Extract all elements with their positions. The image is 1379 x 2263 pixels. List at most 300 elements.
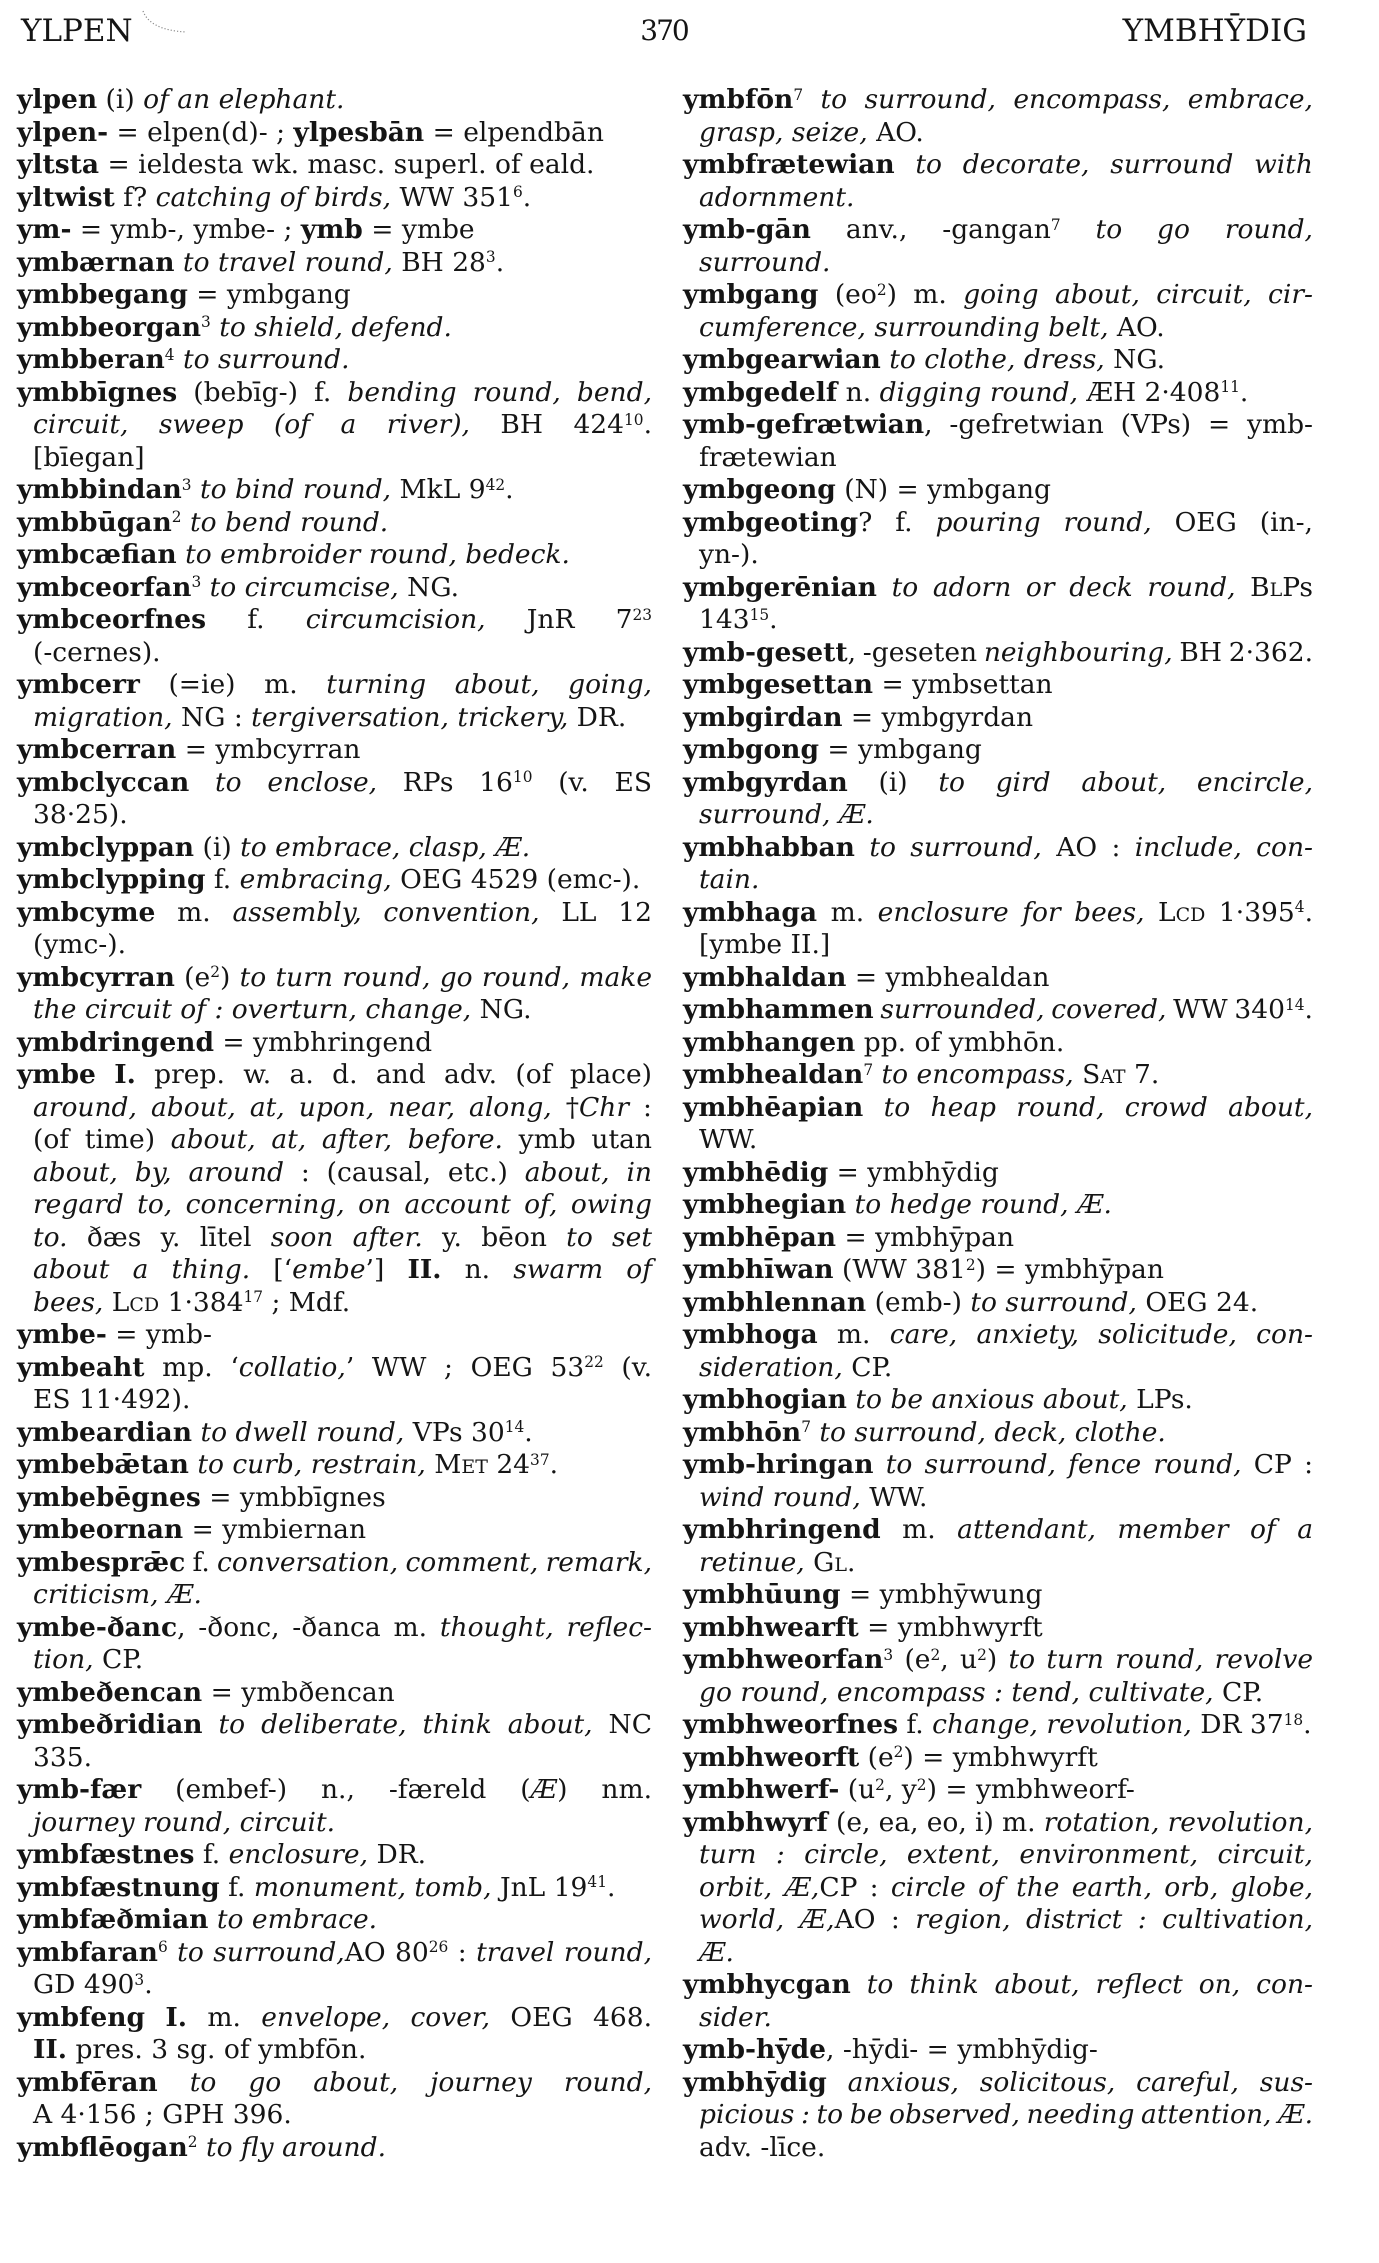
line-text — [699, 247, 830, 278]
dictionary-entry — [683, 1254, 1313, 1287]
entry-continuation-line — [17, 1384, 652, 1417]
bold-term: I. — [114, 1059, 136, 1090]
line-text — [683, 409, 1313, 440]
plain-text — [805, 1547, 813, 1578]
plain-text — [168, 1937, 177, 1968]
dictionary-entry — [17, 669, 652, 734]
plain-text: adv. -līce. — [699, 2131, 826, 2163]
headword: ymbeðridian — [17, 1709, 203, 1740]
dictionary-entry — [683, 767, 1313, 832]
entry-continuation-line — [17, 929, 652, 962]
plain-text: AO : — [834, 1904, 916, 1935]
plain-text: f. — [219, 1871, 254, 1903]
plain-text: ES 11·492). — [33, 1384, 191, 1415]
line-text — [699, 929, 830, 960]
headword: ylpen — [17, 84, 98, 115]
headword: ymbhogian — [683, 1384, 847, 1415]
italic-gloss: digging round, — [879, 376, 1079, 408]
line-text — [699, 604, 778, 635]
dictionary-entry — [683, 84, 1313, 149]
headword: ymbbūgan — [17, 506, 172, 538]
dictionary-entry — [683, 1222, 1313, 1255]
line-text — [33, 1189, 652, 1220]
plain-text: f. — [898, 1709, 933, 1740]
line-text — [683, 669, 1053, 700]
entry-first-line — [683, 767, 1313, 800]
plain-text: [bīegan] — [33, 441, 145, 473]
plain-text: , -geseten — [847, 636, 984, 668]
plain-text: VPs 30 — [404, 1416, 505, 1448]
headword: ymbbegang — [17, 279, 188, 310]
italic-gloss: circuit, sweep (of a river), — [33, 409, 470, 440]
line-text — [17, 1352, 652, 1383]
superscript-ref: 26 — [428, 1938, 449, 1957]
plain-text: , -ðonc, -ðanca m. — [177, 1611, 440, 1643]
entry-first-line — [17, 2002, 652, 2035]
headword: ymbhīwan — [683, 1254, 834, 1285]
plain-text: . — [144, 1969, 153, 2000]
dictionary-entry — [17, 1352, 652, 1417]
headword: ymbhweorft — [683, 1741, 860, 1773]
italic-gloss: to encompass, — [881, 1059, 1074, 1090]
plain-text: NG. — [1104, 344, 1165, 375]
line-text — [683, 572, 1313, 603]
line-text — [683, 1709, 1312, 1740]
plain-text: BH 424 — [469, 409, 625, 440]
entry-first-line — [17, 507, 652, 540]
entry-first-line — [683, 214, 1313, 247]
headword: ymbfæstnes — [17, 1839, 195, 1870]
line-text — [683, 1514, 1313, 1545]
italic-gloss: the circuit of : overturn, change, — [33, 994, 472, 1025]
entry-continuation-line — [683, 1677, 1313, 1710]
plain-text: , y — [884, 1774, 917, 1805]
dictionary-entry — [683, 1709, 1313, 1742]
italic-gloss: surrounded, covered, — [880, 994, 1167, 1025]
superscript-ref: 23 — [632, 605, 652, 624]
plain-text — [855, 832, 869, 863]
entry-first-line — [683, 279, 1313, 312]
headword: ymbcæfian — [17, 539, 177, 570]
plain-text: . — [1304, 994, 1313, 1025]
dictionary-entry — [17, 1319, 652, 1352]
headword: ym- — [17, 214, 72, 245]
dictionary-entry — [683, 279, 1313, 344]
line-text — [33, 1092, 652, 1123]
line-text — [699, 1937, 734, 1968]
italic-gloss: change, revolution, — [932, 1709, 1192, 1740]
entry-first-line — [17, 182, 652, 215]
superscript-ref: 37 — [530, 1450, 550, 1469]
entry-continuation-line — [683, 1937, 1313, 1970]
headword: ymbcerr — [17, 669, 140, 700]
dictionary-entry — [17, 864, 652, 897]
plain-text: GD 490 — [33, 1969, 135, 2000]
line-text — [683, 1644, 1313, 1675]
headword: ymbhringend — [683, 1514, 881, 1545]
plain-text: (i) — [194, 831, 241, 863]
entry-continuation-line — [683, 864, 1313, 897]
dictionary-entry — [683, 1774, 1313, 1807]
dictionary-entry — [683, 1189, 1313, 1222]
headword: ymbgeoting — [683, 506, 859, 538]
headword: ymbesprǣc — [17, 1546, 186, 1578]
headword: ymbclypping — [17, 864, 206, 895]
line-text — [683, 1027, 1064, 1058]
plain-text: , u — [940, 1644, 978, 1675]
italic-gloss: bees, — [33, 1286, 104, 1318]
plain-text: . — [1239, 376, 1249, 408]
headword: ymbgedelf — [683, 376, 838, 408]
italic-gloss: orbit, Æ, — [699, 1871, 820, 1903]
entry-first-line — [17, 962, 652, 995]
line-text — [17, 507, 388, 538]
headword: ymbgearwian — [683, 344, 881, 375]
italic-gloss: Chr — [579, 1091, 630, 1123]
italic-gloss: enclosure for bees, — [877, 896, 1145, 928]
plain-text: = ymbhringend — [213, 1026, 433, 1058]
dictionary-entry — [683, 962, 1313, 995]
dictionary-entry — [683, 1287, 1313, 1320]
entry-first-line — [17, 474, 652, 507]
plain-text: BH 2·362. — [1172, 636, 1313, 668]
superscript-ref: 3 — [191, 573, 202, 592]
entry-continuation-line — [17, 1157, 652, 1190]
plain-text: n. — [837, 376, 880, 408]
line-text — [683, 1969, 1313, 2000]
entry-first-line — [17, 312, 652, 345]
plain-text: . — [769, 604, 778, 635]
plain-text: 38·25). — [33, 799, 128, 830]
dictionary-entry — [683, 474, 1313, 507]
headword: ymbhlennan — [683, 1286, 867, 1318]
dictionary-entry — [17, 1677, 652, 1710]
superscript-ref: 3 — [181, 475, 192, 494]
dictionary-entry — [17, 604, 652, 669]
dictionary-entry — [683, 1027, 1313, 1060]
plain-text: n. — [441, 1254, 514, 1285]
plain-text: = ymbgang — [187, 279, 351, 310]
line-text — [699, 2002, 772, 2033]
plain-text — [208, 1904, 216, 1935]
plain-text: B — [1235, 571, 1270, 603]
italic-gloss: travel round, — [476, 1936, 652, 1968]
italic-gloss: going about, circuit, cir- — [963, 279, 1313, 310]
line-text — [699, 1482, 927, 1513]
plain-text: WW 340 — [1166, 994, 1285, 1025]
entry-first-line — [17, 117, 652, 150]
plain-text: = ymb- — [106, 1319, 212, 1350]
plain-text — [1061, 214, 1096, 245]
bold-term: ylpesbān — [293, 116, 425, 148]
line-text — [17, 214, 475, 245]
headword: ymbceorfnes — [17, 604, 207, 635]
italic-gloss: sideration, — [699, 1351, 843, 1383]
line-text — [17, 279, 351, 310]
dictionary-entry — [683, 1807, 1313, 1970]
plain-text: OEG (in-, — [1151, 506, 1313, 538]
line-text — [683, 84, 1313, 115]
line-text — [17, 832, 530, 863]
superscript-ref: 2 — [171, 508, 182, 527]
dictionary-entry — [683, 994, 1313, 1027]
headword: ymbgirdan — [683, 701, 843, 733]
plain-text: AO 80 — [344, 1936, 429, 1968]
dictionary-entry — [17, 344, 652, 377]
dictionary-entry — [17, 767, 652, 832]
dictionary-entry — [17, 1937, 652, 2002]
line-text — [683, 832, 1313, 863]
small-caps-source: Lcd — [1158, 896, 1206, 928]
italic-gloss: turning about, going, — [326, 669, 652, 700]
entry-first-line — [683, 832, 1313, 865]
italic-gloss: to hedge round, Æ. — [854, 1189, 1112, 1220]
plain-text: CP : — [1241, 1449, 1313, 1480]
dictionary-entry — [17, 1612, 652, 1677]
headword: ymbbeorgan — [17, 311, 201, 343]
superscript-ref: 42 — [485, 475, 506, 494]
entry-continuation-line — [683, 2099, 1313, 2132]
superscript-ref: 2 — [965, 1255, 976, 1274]
dictionary-entry — [17, 247, 652, 280]
entry-first-line — [17, 1839, 652, 1872]
line-text — [683, 377, 1248, 408]
headword: ymbebēgnes — [17, 1481, 201, 1513]
superscript-ref: 7 — [863, 1060, 874, 1079]
plain-text: WW. — [860, 1481, 928, 1513]
superscript-ref: 22 — [584, 1353, 604, 1372]
italic-gloss: to turn round, revolve — [1008, 1644, 1313, 1675]
italic-gloss: to heap round, crowd about, — [883, 1091, 1313, 1123]
dictionary-entry — [17, 539, 652, 572]
superscript-ref: 11 — [1220, 378, 1240, 397]
italic-gloss: to adorn or deck round, — [891, 571, 1236, 603]
headword: ymbe — [17, 1059, 96, 1090]
dictionary-entry — [17, 117, 652, 150]
plain-text: (N) = ymbgang — [835, 474, 1052, 505]
headword: ymbgong — [683, 734, 819, 765]
entry-continuation-line — [17, 2034, 652, 2067]
entry-first-line — [683, 962, 1313, 995]
italic-gloss: include, con- — [1134, 831, 1313, 863]
italic-gloss: around, about, at, upon, near, along, — [33, 1091, 552, 1123]
entry-continuation-line — [17, 702, 652, 735]
line-text — [33, 994, 532, 1025]
italic-gloss: to embrace. — [216, 1904, 378, 1935]
line-text — [699, 442, 837, 473]
line-text — [17, 767, 652, 798]
italic-gloss: to deliberate, think about, — [218, 1709, 593, 1740]
plain-text — [203, 1709, 219, 1740]
plain-text: DR 37 — [1191, 1709, 1284, 1740]
plain-text: (ymc-). — [33, 929, 126, 960]
entry-first-line — [17, 1872, 652, 1905]
superscript-ref: 2 — [187, 2133, 198, 2152]
headword: ymb-gān — [683, 214, 811, 245]
entry-first-line — [683, 994, 1313, 1027]
italic-gloss: rotation, revolution, — [1043, 1806, 1313, 1838]
line-text — [33, 409, 652, 440]
italic-gloss: thought, reflec- — [439, 1611, 653, 1643]
entry-first-line — [17, 1449, 652, 1482]
plain-text: [‘ — [250, 1254, 293, 1285]
superscript-ref: 3 — [485, 248, 496, 267]
dictionary-entry — [683, 637, 1313, 670]
dictionary-entry — [17, 182, 652, 215]
entry-first-line — [683, 149, 1313, 182]
line-text — [683, 994, 1313, 1025]
bold-term: II. — [407, 1254, 442, 1285]
plain-text — [201, 572, 209, 603]
italic-gloss: to go round, — [1095, 214, 1313, 245]
italic-gloss: to enclose, — [215, 766, 378, 798]
entry-first-line — [683, 1969, 1313, 2002]
dictionary-entry — [683, 669, 1313, 702]
entry-first-line — [683, 1514, 1313, 1547]
dictionary-entry — [683, 1059, 1313, 1092]
headword: ymbhēapian — [683, 1091, 864, 1123]
bold-term: I. — [165, 2001, 187, 2033]
superscript-ref: 10 — [512, 768, 533, 787]
line-text — [683, 1059, 1159, 1090]
plain-text: . — [549, 1449, 559, 1480]
plain-text: † — [551, 1091, 579, 1123]
entry-first-line — [683, 1644, 1313, 1677]
headword: ymbfōn — [683, 84, 794, 115]
line-text — [17, 669, 652, 700]
entry-continuation-line — [683, 442, 1313, 475]
plain-text — [874, 1449, 886, 1480]
entry-first-line — [683, 637, 1313, 670]
plain-text: = ymbðencan — [202, 1676, 395, 1708]
plain-text — [863, 1092, 883, 1123]
line-text — [17, 247, 504, 278]
dictionary-entry — [17, 1449, 652, 1482]
entry-first-line — [17, 1319, 652, 1352]
plain-text: (eo — [818, 279, 877, 310]
dictionary-entry — [683, 1644, 1313, 1709]
small-caps-source: l — [1269, 571, 1283, 603]
dictionary-entry — [17, 1904, 652, 1937]
headword: ymbcyrran — [17, 961, 175, 993]
italic-gloss: pouring round, — [935, 506, 1152, 538]
line-text — [683, 149, 1313, 180]
plain-text: , -hȳdi- = ymbhȳdig- — [826, 2034, 1098, 2065]
entry-first-line — [17, 1709, 652, 1742]
line-text — [683, 1092, 1313, 1123]
line-text — [17, 1514, 366, 1545]
plain-text: m. — [187, 2001, 262, 2033]
line-text — [699, 1547, 855, 1578]
small-caps-source: Lcd — [111, 1286, 160, 1318]
italic-gloss: to embrace, clasp, Æ. — [240, 831, 531, 863]
line-text — [683, 897, 1313, 928]
plain-text: : (causal, etc.) — [283, 1156, 525, 1188]
plain-text: = ymbbīgnes — [200, 1481, 386, 1513]
line-text — [33, 799, 128, 830]
italic-gloss: about, by, around — [33, 1156, 284, 1188]
line-text — [17, 312, 452, 343]
entry-continuation-line — [17, 799, 652, 832]
page-number: 370 — [640, 14, 688, 47]
italic-gloss: sider. — [699, 2001, 772, 2033]
entry-first-line — [683, 507, 1313, 540]
dictionary-entry — [683, 507, 1313, 572]
line-text — [17, 2067, 652, 2098]
entry-continuation-line — [683, 604, 1313, 637]
plain-text: RPs 16 — [377, 766, 513, 798]
dictionary-entry — [683, 1157, 1313, 1190]
entry-continuation-line — [683, 1352, 1313, 1385]
superscript-ref: 10 — [624, 410, 644, 429]
plain-text: = ymb-, ymbe- ; — [71, 214, 301, 245]
plain-text: 143 — [699, 604, 750, 635]
plain-text: Ps — [1282, 571, 1313, 603]
italic-gloss: surround, Æ. — [699, 799, 874, 830]
plain-text: . — [1303, 1709, 1312, 1740]
italic-gloss: grasp, seize, — [699, 116, 868, 148]
plain-text: m. — [880, 1514, 958, 1545]
dictionary-entry — [683, 1384, 1313, 1417]
italic-gloss: Æ — [530, 1774, 558, 1805]
plain-text: WW 351 — [391, 181, 513, 213]
headword: ymbdringend — [17, 1026, 214, 1058]
superscript-ref: 2 — [977, 1645, 987, 1664]
italic-gloss: attendant, member of a — [957, 1514, 1313, 1545]
line-text — [683, 1449, 1313, 1480]
superscript-ref: 3 — [883, 1645, 894, 1664]
italic-gloss: conversation, comment, remark, — [217, 1546, 652, 1578]
dictionary-entry — [683, 832, 1313, 897]
entry-first-line — [683, 734, 1313, 767]
entry-continuation-line — [17, 2099, 652, 2132]
right-column — [683, 84, 1313, 2164]
italic-gloss: to surround, — [177, 1936, 345, 1968]
entry-first-line — [683, 1709, 1313, 1742]
superscript-ref: 7 — [1050, 215, 1061, 234]
entry-first-line — [17, 864, 652, 897]
plain-text — [158, 2067, 190, 2098]
italic-gloss: to embroider round, bedeck. — [185, 539, 570, 570]
plain-text: AO : — [1041, 831, 1135, 863]
headword: ymbhwearft — [683, 1611, 859, 1643]
plain-text: mp. ‘ — [144, 1351, 239, 1383]
plain-text: . — [522, 181, 532, 213]
superscript-ref: 2 — [930, 1645, 941, 1664]
plain-text: = ymbsettan — [873, 669, 1053, 700]
plain-text: A 4·156 ; GPH 396. — [33, 2099, 292, 2130]
line-text — [17, 1937, 652, 1968]
line-text — [699, 799, 874, 830]
line-text — [17, 474, 514, 505]
line-text — [683, 1774, 1135, 1805]
line-text — [683, 637, 1313, 668]
line-text — [683, 734, 982, 765]
dictionary-entry — [683, 2067, 1313, 2165]
italic-gloss: retinue, — [699, 1546, 805, 1578]
italic-gloss: criticism, Æ. — [33, 1579, 202, 1610]
line-text — [683, 1319, 1313, 1350]
italic-gloss: soon after. — [270, 1221, 423, 1253]
entry-first-line — [683, 2034, 1313, 2067]
entry-first-line — [17, 734, 652, 767]
headword: ymbeornan — [17, 1514, 184, 1545]
line-text — [683, 1742, 1098, 1773]
plain-text: CP. — [842, 1351, 893, 1383]
entry-first-line — [17, 1937, 652, 1970]
italic-gloss: to decorate, surround with — [915, 149, 1313, 180]
italic-gloss: to. — [33, 1221, 68, 1253]
